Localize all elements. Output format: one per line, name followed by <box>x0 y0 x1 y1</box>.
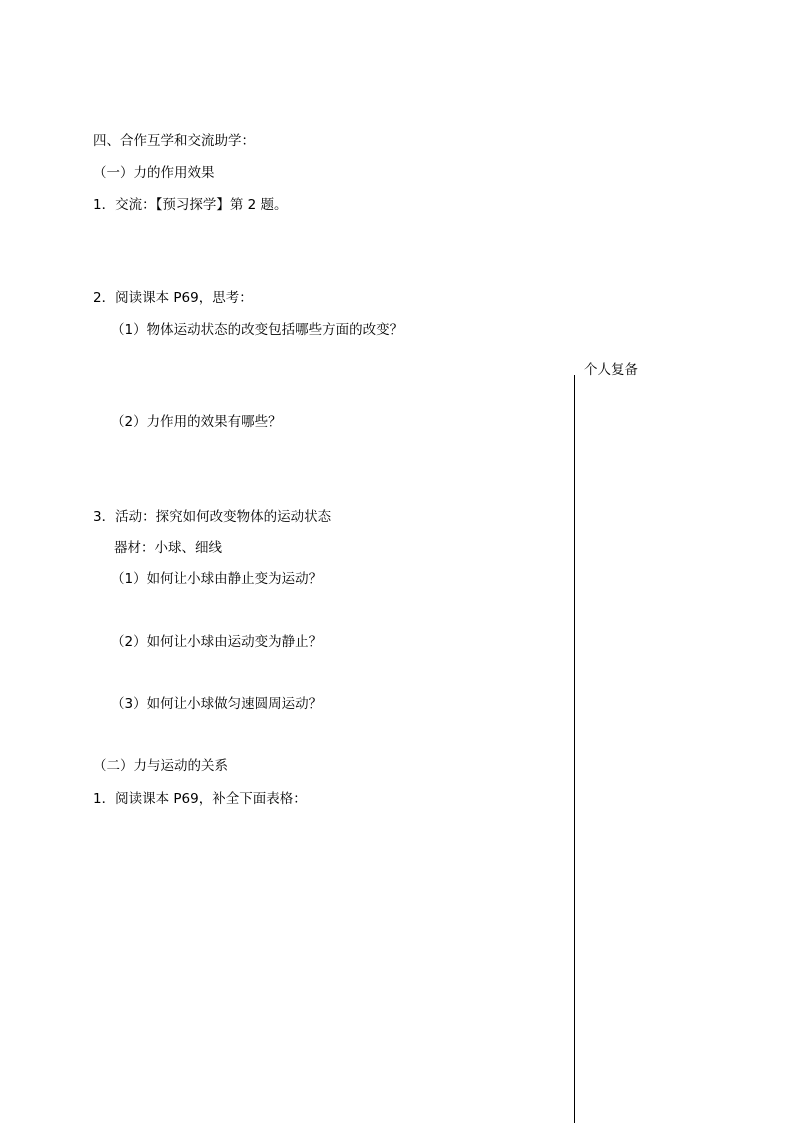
question-3-sub-2: （2）如何让小球由运动变为静止？ <box>111 634 323 650</box>
question-2-read-textbook: 2．阅读课本 P69，思考： <box>93 290 253 306</box>
question-1-exchange: 1．交流：【预习探学】第 2 题。 <box>93 197 288 213</box>
question-2-sub-1: （1）物体运动状态的改变包括哪些方面的改变？ <box>111 322 404 338</box>
question-2-sub-2: （2）力作用的效果有哪些？ <box>111 414 282 430</box>
margin-divider-line <box>574 375 575 1123</box>
part-two-title: （二）力与运动的关系 <box>93 758 228 774</box>
part-two-question-1: 1．阅读课本 P69，补全下面表格： <box>93 791 307 807</box>
sidebar-label: 个人复备 <box>584 362 638 378</box>
question-3-sub-3: （3）如何让小球做匀速圆周运动？ <box>111 696 323 712</box>
question-3-materials: 器材：小球、细线 <box>114 540 222 556</box>
question-3-sub-1: （1）如何让小球由静止变为运动？ <box>111 571 323 587</box>
question-3-activity: 3．活动：探究如何改变物体的运动状态 <box>93 509 332 525</box>
section-heading: 四、合作互学和交流助学： <box>93 133 255 149</box>
part-one-title: （一）力的作用效果 <box>93 165 215 181</box>
